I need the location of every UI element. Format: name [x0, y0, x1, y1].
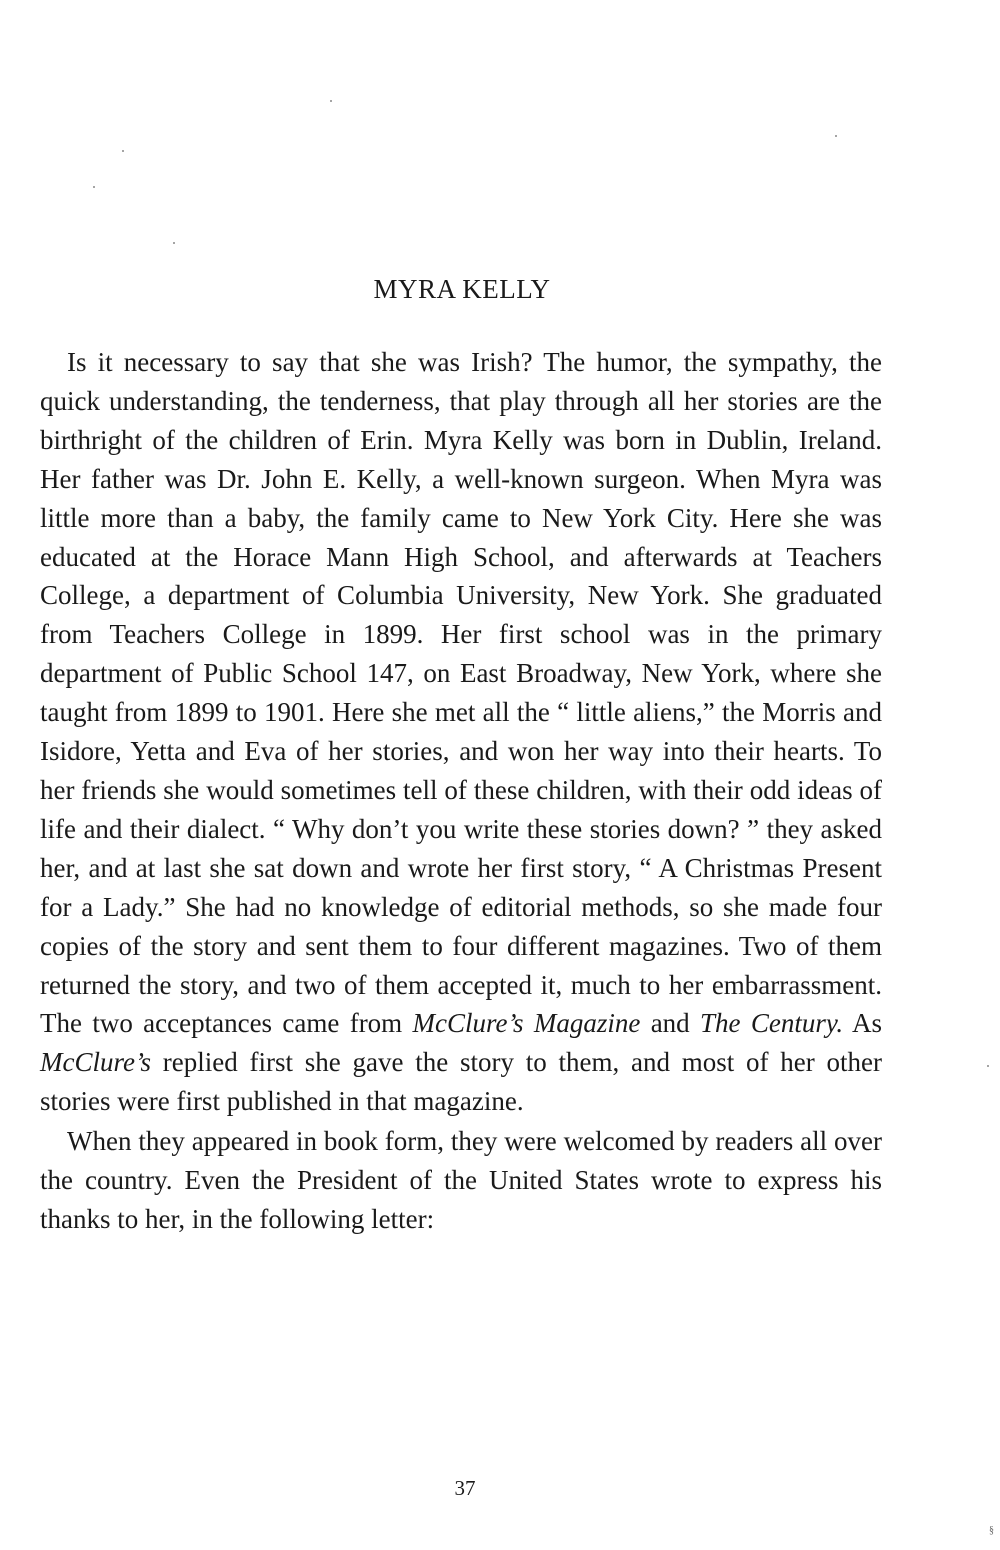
chapter-title: MYRA KELLY: [373, 274, 551, 304]
scan-speck: [93, 186, 95, 188]
paragraph-1-closing: replied first she gave the story to them, and most of her other stories were first published in that magazine.: [40, 1047, 882, 1117]
scan-speck: [835, 135, 837, 137]
paragraph-1-text: Is it necessary to say that she was Irish? The humor, the sympathy, the quick understanding, the tenderness, that play through all her stories are the birthright of the children of Erin. Myra Kelly was born in Dublin, Ireland. Her father was Dr. John E. Kelly, a well-known surgeon. When Myra was little more than a baby, the family came to New York City. Here she was educated at the Horace Mann High School, and afterwards at Teachers College, a department of Columbia University, New York. She graduated from Teachers College in 1899. Her first school was in the primary department of Public School 147, on East Broadway, New York, where she taught from 1899 to 1901. Here she met all the “ little aliens,” the Morris and Isidore, Yetta and Eva of her stories, and won her way into their hearts. To her friends she would sometimes tell of these children, with their odd ideas of life and their dialect. “ Why don’t you write these stories down? ” they asked her, and at last she sat down and wrote her first story, “ A Christmas Present for a Lady.” She had no knowledge of editorial methods, so she made four copies of the story and sent them to four different magazines. Two of them returned the story, and two of them accepted it, much to her embarrassment. The two acceptances came from: [40, 347, 882, 1039]
corner-mark: §: [989, 1525, 994, 1536]
page-number: 37: [454, 1476, 476, 1500]
scan-speck: [173, 242, 175, 244]
magazine-title-mcclures-short: McClure’s: [40, 1047, 151, 1078]
body-text: [40, 343, 882, 1239]
scan-speck: [122, 150, 124, 152]
paragraph-1-connector: and: [650, 1008, 690, 1039]
magazine-title-century: The Century.: [700, 1008, 844, 1039]
paragraph-1: [40, 343, 882, 1121]
scan-speck: [987, 1065, 989, 1067]
paragraph-2: When they appeared in book form, they were welcomed by readers all over the country. Even the President of the United States wrote to express his thanks to her, in the following letter:: [40, 1126, 882, 1234]
scan-speck: [330, 100, 332, 102]
paragraph-1-as: As: [851, 1008, 882, 1039]
magazine-title-mcclures: McClure’s Magazine: [412, 1008, 641, 1039]
